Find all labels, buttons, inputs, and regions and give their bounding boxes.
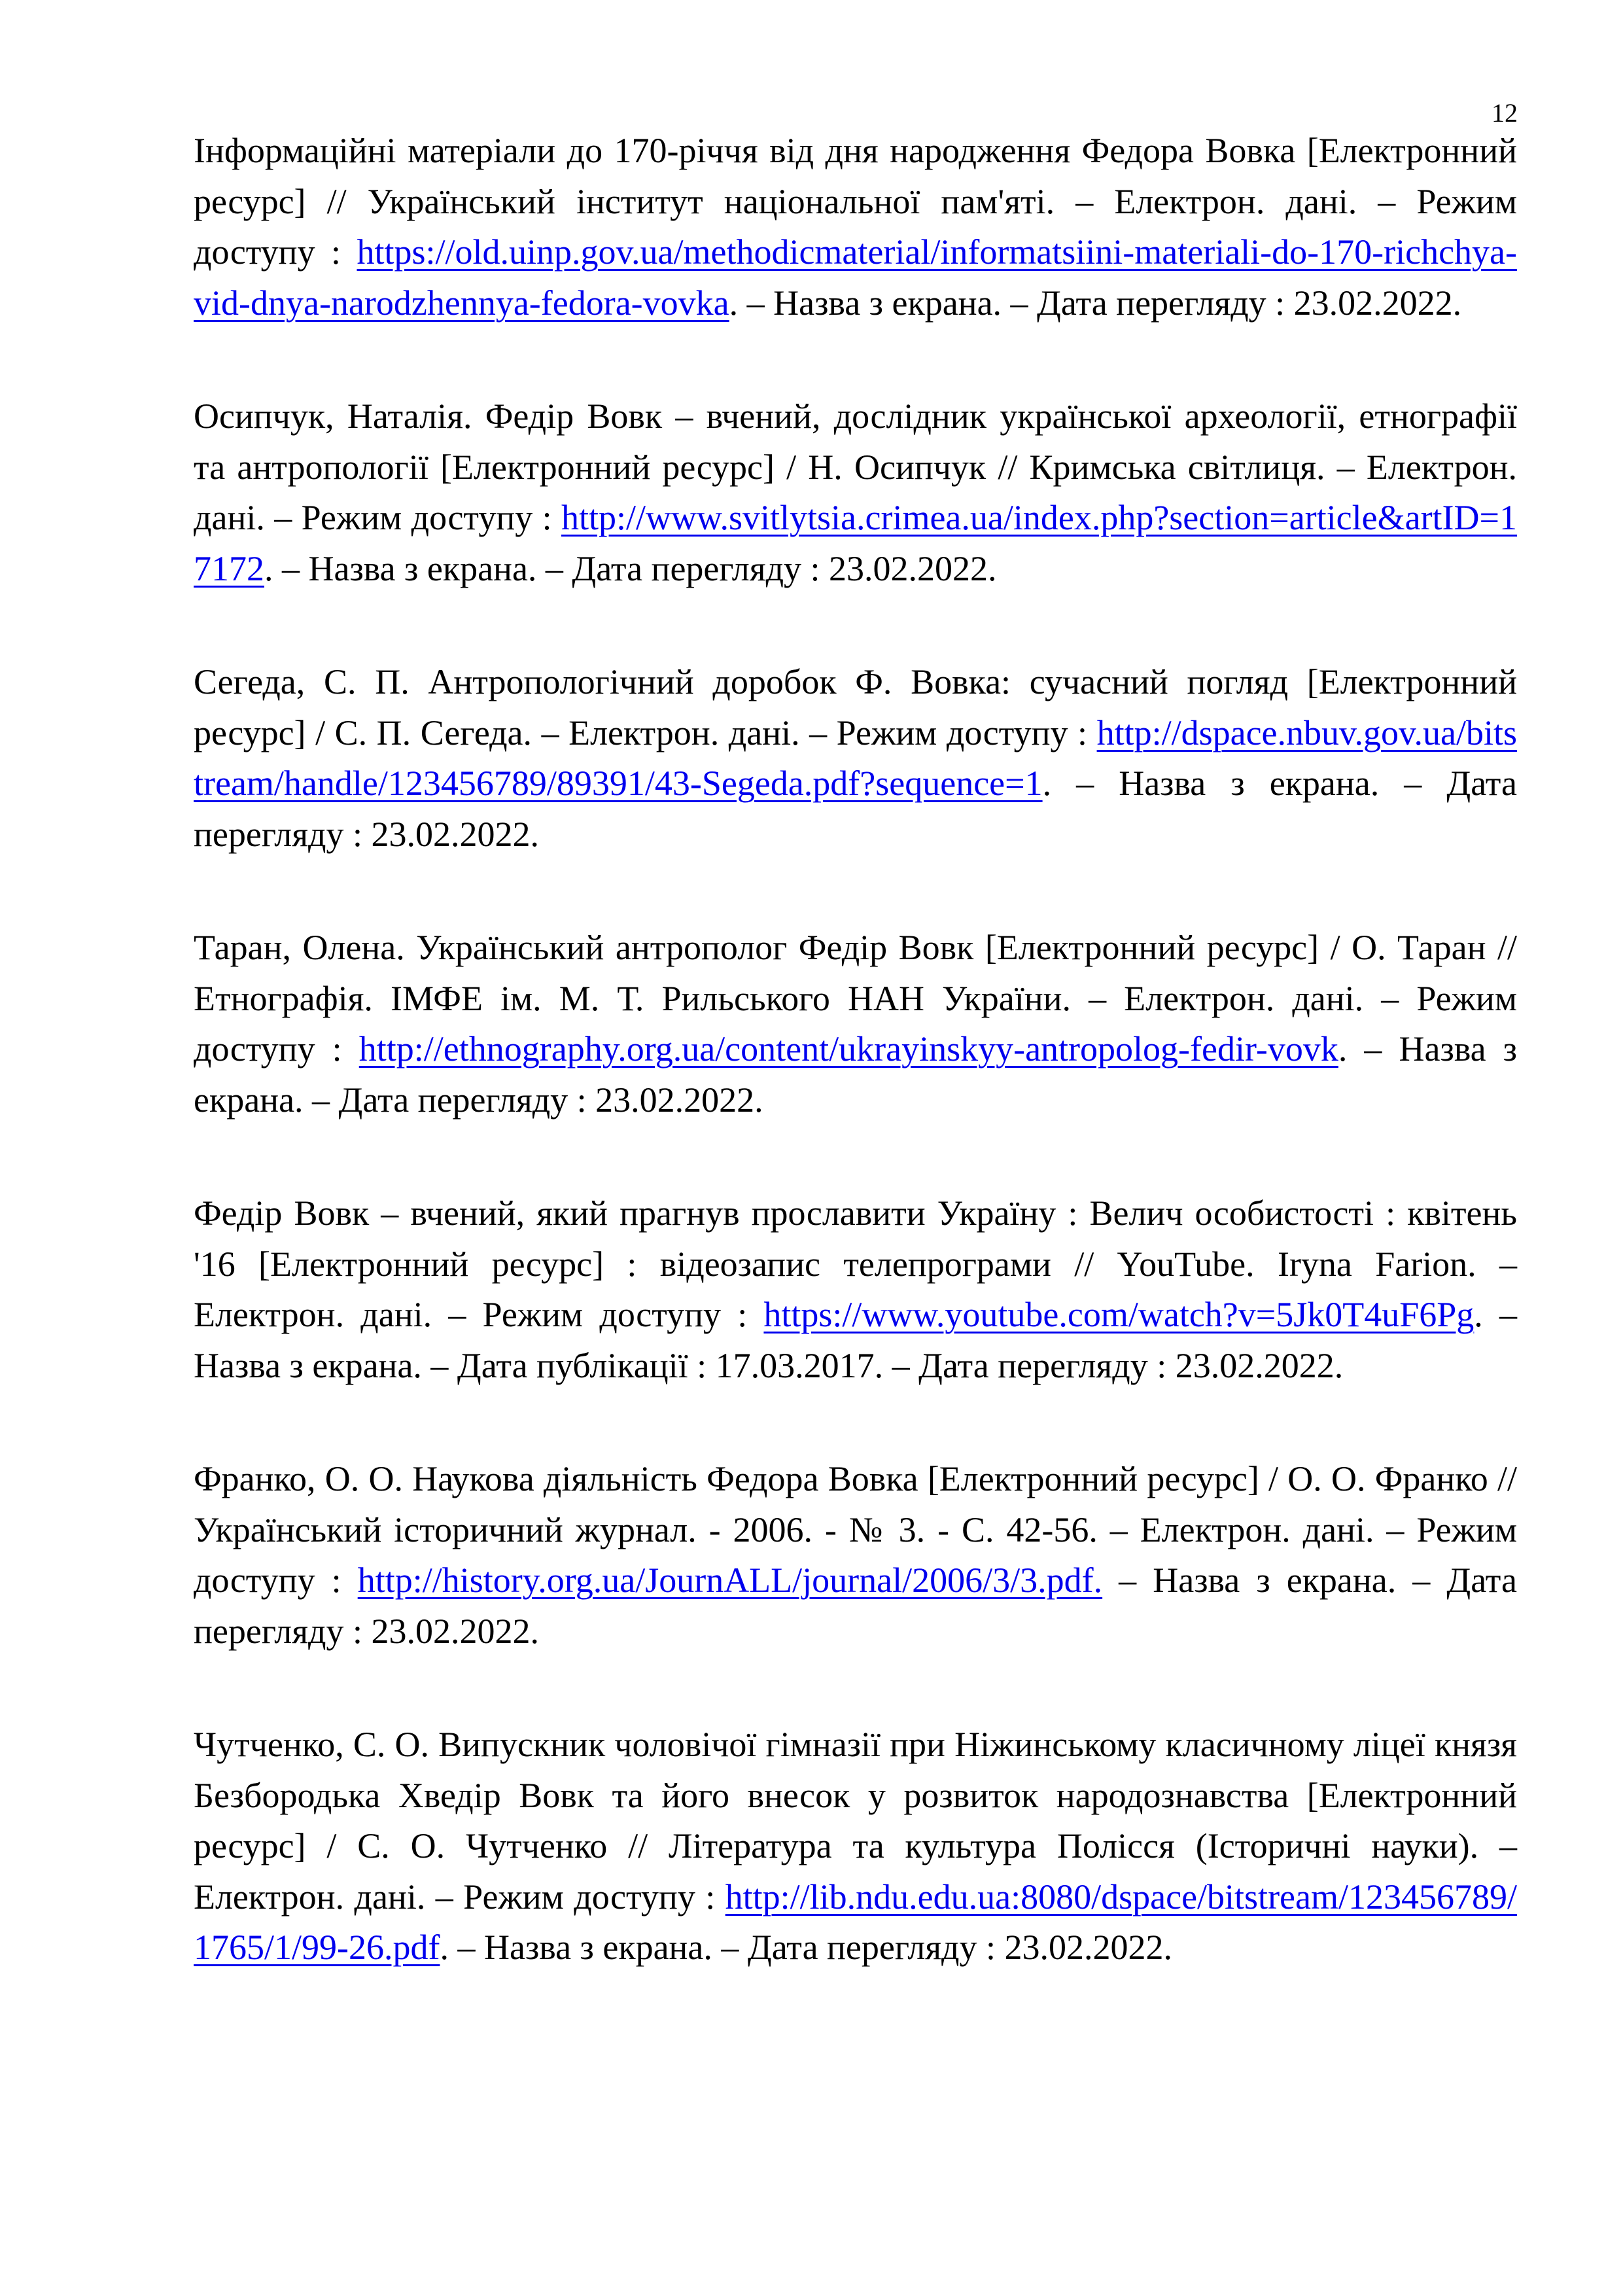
reference-text-after: . – Назва з екрана. – Дата перегляду : 23.02.2022. [729, 283, 1462, 323]
reference-text-after: . – Назва з екрана. – Дата перегляду : 23.02.2022. [194, 1029, 1517, 1120]
reference-link[interactable]: http://lib.ndu.edu.ua:8080/dspace/bitstream/123456789/1765/1/99-26.pdf [194, 1877, 1517, 1967]
reference-link[interactable]: http://www.svitlytsia.crimea.ua/index.php?section=article&artID=17172 [194, 498, 1517, 588]
reference-entry-6 [194, 1454, 1517, 1657]
reference-text-after: . – Назва з екрана. – Дата перегляду : 23.02.2022. [440, 1928, 1173, 1967]
reference-text: Чутченко, С. О. Випускник чоловічої гімназії при Ніжинському класичному ліцеї князя Безбородька Хведір Вовк та його внесок у розвиток народознавства [Електронний ресурс] / С. О. Чутченко // Література та культура Полісся (Історичні науки). – Електрон. дані. – Режим доступу : [194, 1725, 1517, 1916]
reference-text-after: . – Назва з екрана. – Дата публікації : 17.03.2017. – Дата перегляду : 23.02.2022. [194, 1295, 1518, 1385]
reference-text: Франко, О. О. Наукова діяльність Федора Вовка [Електронний ресурс] / О. О. Франко // Український історичний журнал. - 2006. - № 3. - С. 42-56. – Електрон. дані. – Режим доступу : [194, 1459, 1517, 1600]
reference-text-after: – Назва з екрана. – Дата перегляду : 23.02.2022. [194, 1561, 1517, 1651]
reference-link[interactable]: http://history.org.ua/JournALL/journal/2006/3/3.pdf. [357, 1561, 1103, 1600]
reference-text: Сегеда, С. П. Антропологічний доробок Ф. Вовка: сучасний погляд [Електронний ресурс] / С. П. Сегеда. – Електрон. дані. – Режим доступу : [194, 662, 1517, 752]
reference-text: Інформаційні матеріали до 170-річчя від дня народження Федора Вовка [Електронний ресурс] // Український інститут національної пам'яті. – Електрон. дані. – Режим доступу : [194, 131, 1517, 272]
reference-text: Осипчук, Наталія. Федір Вовк – вчений, дослідник української археології, етнографії та антропології [Електронний ресурс] / Н. Осипчук // Кримська світлиця. – Електрон. дані. – Режим доступу : [194, 397, 1517, 537]
reference-entry-1 [194, 126, 1517, 328]
reference-entry-2 [194, 391, 1517, 594]
reference-link[interactable]: https://old.uinp.gov.ua/methodicmaterial/informatsiini-materiali-do-170-richchya-vid-dnya-narodzhennya-fedora-vovka [194, 232, 1517, 323]
reference-text-after: . – Назва з екрана. – Дата перегляду : 23.02.2022. [194, 764, 1517, 854]
reference-text-after: . – Назва з екрана. – Дата перегляду : 23.02.2022. [264, 548, 997, 588]
reference-text: Федір Вовк – вчений, який прагнув прославити Україну : Велич особистості : квітень '16 [Електронний ресурс] : відеозапис телепрограми // YouTube. Iryna Farion. – Електрон. дані. – Режим доступу : [194, 1193, 1517, 1334]
reference-entry-7 [194, 1720, 1517, 1973]
reference-list [194, 126, 1517, 2036]
reference-link[interactable]: http://ethnography.org.ua/content/ukrayinskyy-antropolog-fedir-vovk [358, 1029, 1338, 1069]
reference-entry-4 [194, 923, 1517, 1125]
reference-entry-3 [194, 657, 1517, 860]
reference-entry-5 [194, 1188, 1517, 1391]
page-number: 12 [1492, 98, 1518, 128]
reference-link[interactable]: http://dspace.nbuv.gov.ua/bitstream/handle/123456789/89391/43-Segeda.pdf?sequence=1 [194, 713, 1517, 803]
reference-text: Таран, Олена. Український антрополог Федір Вовк [Електронний ресурс] / О. Таран // Етнографія. ІМФЕ ім. М. Т. Рильського НАН України. – Електрон. дані. – Режим доступу : [194, 928, 1517, 1069]
reference-link[interactable]: https://www.youtube.com/watch?v=5Jk0T4uF6Pg [763, 1295, 1475, 1334]
